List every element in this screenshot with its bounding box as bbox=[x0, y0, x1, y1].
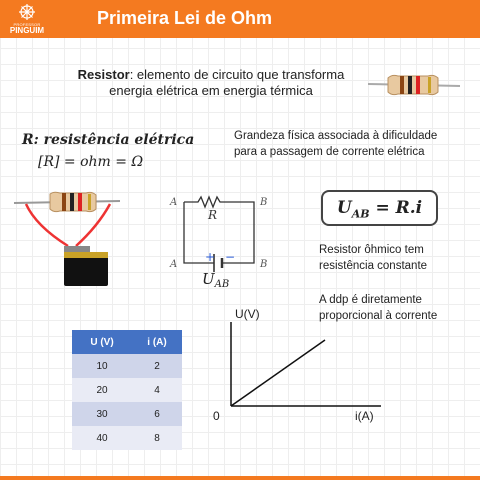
description-line-1: Grandeza física associada à dificuldade bbox=[234, 130, 438, 142]
resistor-image bbox=[368, 70, 460, 100]
resistance-description bbox=[234, 128, 474, 160]
header-current: i (A) bbox=[132, 330, 182, 354]
circuit-diagram bbox=[168, 190, 280, 290]
page-title: Primeira Lei de Ohm bbox=[97, 8, 273, 28]
penguin-logo-icon bbox=[4, 2, 50, 24]
label-b-top: B bbox=[260, 197, 268, 208]
battery-resistor-image bbox=[12, 186, 122, 290]
logo bbox=[4, 2, 50, 36]
description-line-2: para a passagem de corrente elétrica bbox=[234, 146, 425, 158]
ddp-line-2: proporcional à corrente bbox=[319, 310, 438, 322]
table-row bbox=[72, 426, 182, 450]
resistor-term: Resistor bbox=[77, 67, 130, 82]
y-axis-label: U(V) bbox=[235, 307, 260, 321]
ohmic-note bbox=[319, 242, 469, 274]
table-row bbox=[72, 354, 182, 378]
definition-text-1: : elemento de circuito que transforma bbox=[129, 67, 345, 82]
ohmic-line-2: resistência constante bbox=[319, 260, 428, 272]
cell-current: 6 bbox=[132, 402, 182, 426]
resistance-unit: [R] = ohm = Ω bbox=[38, 154, 144, 170]
u-vs-i-graph bbox=[205, 306, 385, 428]
circuit-wire bbox=[184, 197, 254, 263]
cell-voltage: 20 bbox=[72, 378, 132, 402]
header-bar bbox=[0, 0, 480, 38]
cell-current: 4 bbox=[132, 378, 182, 402]
label-r: R bbox=[208, 208, 218, 222]
cell-current: 2 bbox=[132, 354, 182, 378]
footer-bar bbox=[0, 476, 480, 480]
voltage-main: U bbox=[202, 270, 215, 288]
ohm-law-equation bbox=[321, 190, 438, 226]
table-row bbox=[72, 402, 182, 426]
label-b-bottom: B bbox=[260, 259, 268, 270]
voltage-sub: AB bbox=[214, 279, 230, 290]
cell-current: 8 bbox=[132, 426, 182, 450]
equation-rest: = R.i bbox=[375, 198, 423, 218]
label-a-top: A bbox=[170, 197, 178, 208]
cell-voltage: 10 bbox=[72, 354, 132, 378]
plus-sign: + bbox=[205, 250, 216, 264]
header-voltage: U (V) bbox=[72, 330, 132, 354]
equation-sub: AB bbox=[351, 207, 370, 221]
label-a-bottom: A bbox=[170, 259, 178, 270]
ohmic-line-1: Resistor ôhmico tem bbox=[319, 244, 424, 256]
definition-text-2: energia elétrica em energia térmica bbox=[109, 83, 313, 98]
equation-u: U bbox=[336, 198, 352, 218]
proportional-line bbox=[231, 340, 325, 406]
resistance-symbol-label: R: resistência elétrica bbox=[22, 132, 195, 148]
logo-name: PINGUIM bbox=[9, 26, 45, 35]
cell-voltage: 40 bbox=[72, 426, 132, 450]
table-header-row bbox=[72, 330, 182, 354]
table-row bbox=[72, 378, 182, 402]
logo-subtitle: PROFESSOR bbox=[13, 22, 41, 27]
voltage-current-table bbox=[72, 330, 182, 450]
resistor-definition bbox=[66, 67, 356, 99]
minus-sign: − bbox=[225, 250, 236, 264]
x-axis-label: i(A) bbox=[355, 409, 374, 423]
cell-voltage: 30 bbox=[72, 402, 132, 426]
origin-label: 0 bbox=[213, 409, 220, 423]
ddp-line-1: A ddp é diretamente bbox=[319, 294, 422, 306]
voltage-label bbox=[202, 270, 229, 290]
